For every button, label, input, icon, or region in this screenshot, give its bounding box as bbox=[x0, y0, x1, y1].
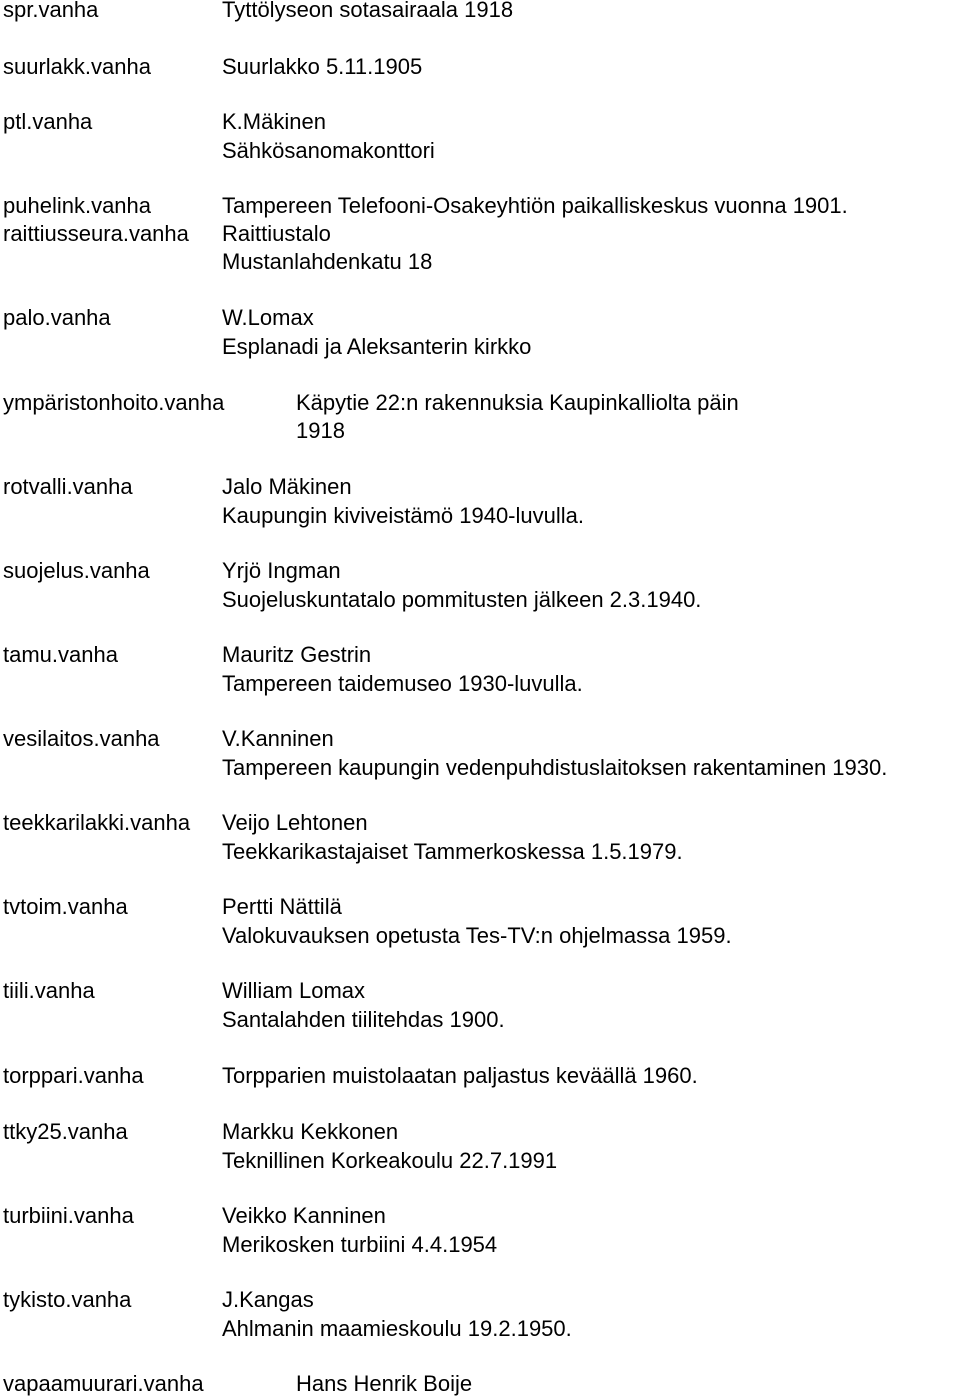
entry-key: turbiini.vanha bbox=[3, 1203, 134, 1228]
entry-author: Pertti Nättilä bbox=[222, 894, 342, 919]
entry-author: William Lomax bbox=[222, 978, 366, 1003]
entry-description: Kaupungin kiviveistämö 1940-luvulla. bbox=[222, 503, 584, 528]
entry-author: Yrjö Ingman bbox=[222, 558, 341, 583]
entry-description: Tyttölyseon sotasairaala 1918 bbox=[222, 0, 514, 22]
entry-key: vesilaitos.vanha bbox=[3, 726, 160, 751]
entry-author: Veijo Lehtonen bbox=[222, 810, 368, 835]
entry-author: Hans Henrik Boije bbox=[296, 1371, 473, 1396]
entry-description: Esplanadi ja Aleksanterin kirkko bbox=[222, 334, 532, 359]
entry-key: suurlakk.vanha bbox=[3, 54, 151, 79]
entry-key: vapaamuurari.vanha bbox=[3, 1371, 204, 1396]
entry-author: J.Kangas bbox=[222, 1287, 314, 1312]
entry-author: Veikko Kanninen bbox=[222, 1203, 386, 1228]
entry-author: Jalo Mäkinen bbox=[222, 474, 352, 499]
entry-author: Mauritz Gestrin bbox=[222, 642, 372, 667]
entry-key: suojelus.vanha bbox=[3, 558, 150, 583]
entry-description: Valokuvauksen opetusta Tes-TV:n ohjelmassa 1959. bbox=[222, 923, 732, 948]
entry-key: raittiusseura.vanha bbox=[3, 221, 189, 246]
entry-description: Sähkösanomakonttori bbox=[222, 138, 435, 163]
entry-description: Teknillinen Korkeakoulu 22.7.1991 bbox=[222, 1148, 558, 1173]
entry-description: Tampereen taidemuseo 1930-luvulla. bbox=[222, 671, 583, 696]
entry-key: tykisto.vanha bbox=[3, 1287, 132, 1312]
entry-description: Torpparien muistolaatan paljastus keväällä 1960. bbox=[222, 1063, 698, 1088]
entry-author: Markku Kekkonen bbox=[222, 1119, 399, 1144]
entry-key: spr.vanha bbox=[3, 0, 99, 22]
entry-description: Tampereen kaupungin vedenpuhdistuslaitoksen rakentaminen 1930. bbox=[222, 755, 888, 780]
entry-author: K.Mäkinen bbox=[222, 109, 326, 134]
entry-key: puhelink.vanha bbox=[3, 193, 152, 218]
entry-key: teekkarilakki.vanha bbox=[3, 810, 191, 835]
entry-description: Raittiustalo bbox=[222, 221, 331, 246]
entry-description: Suojeluskuntatalo pommitusten jälkeen 2.3.1940. bbox=[222, 587, 702, 612]
entry-key: palo.vanha bbox=[3, 305, 111, 330]
entry-description: Käpytie 22:n rakennuksia Kaupinkalliolta päin bbox=[296, 390, 739, 415]
entry-description: Suurlakko 5.11.1905 bbox=[222, 54, 423, 79]
entry-description: Mustanlahdenkatu 18 bbox=[222, 249, 433, 274]
entry-description: Santalahden tiilitehdas 1900. bbox=[222, 1007, 505, 1032]
entry-key: rotvalli.vanha bbox=[3, 474, 133, 499]
entry-description: Merikosken turbiini 4.4.1954 bbox=[222, 1232, 498, 1257]
entry-description: Tampereen Telefooni-Osakeyhtiön paikalliskeskus vuonna 1901. bbox=[222, 193, 848, 218]
entry-key: ympäristonhoito.vanha bbox=[3, 390, 225, 415]
entry-author: V.Kanninen bbox=[222, 726, 334, 751]
entry-description: Teekkarikastajaiset Tammerkoskessa 1.5.1979. bbox=[222, 839, 683, 864]
entry-key: torppari.vanha bbox=[3, 1063, 144, 1088]
entry-key: tvtoim.vanha bbox=[3, 894, 128, 919]
entry-description: Ahlmanin maamieskoulu 19.2.1950. bbox=[222, 1316, 572, 1341]
entry-key: ttky25.vanha bbox=[3, 1119, 128, 1144]
entry-key: tiili.vanha bbox=[3, 978, 95, 1003]
entry-key: ptl.vanha bbox=[3, 109, 93, 134]
entry-description: 1918 bbox=[296, 418, 345, 443]
entry-author: W.Lomax bbox=[222, 305, 314, 330]
entry-key: tamu.vanha bbox=[3, 642, 118, 667]
